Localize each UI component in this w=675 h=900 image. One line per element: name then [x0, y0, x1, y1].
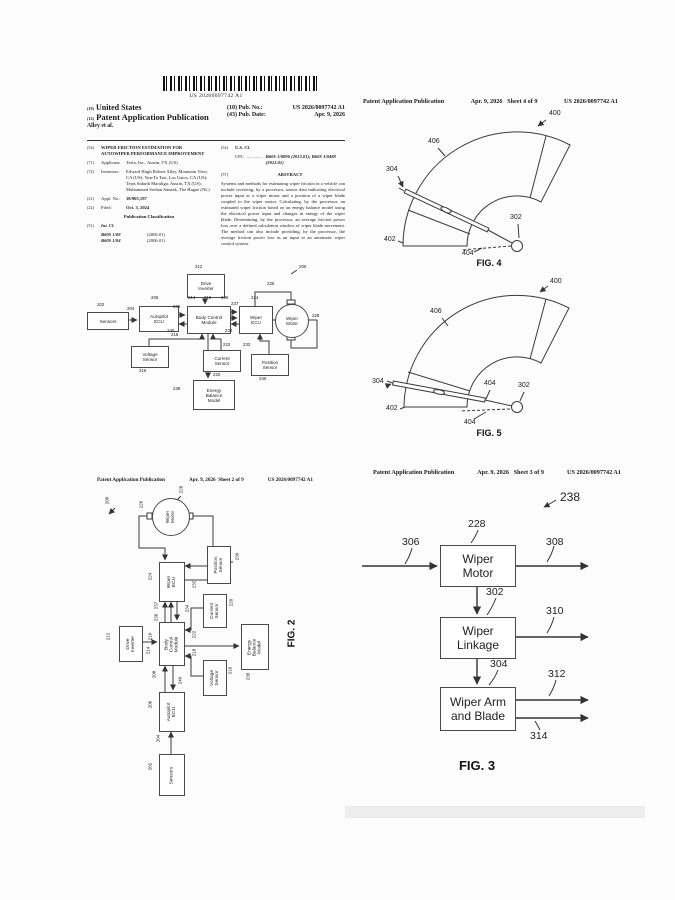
applicant-label: Applicant:: [101, 159, 121, 165]
abstract-heading: ABSTRACT: [277, 171, 303, 177]
figure-4: [358, 106, 620, 258]
appl-no-label: Appl. No.:: [101, 195, 121, 201]
ref-214: 214: [145, 646, 151, 655]
ref-208: 208: [151, 670, 157, 679]
tag-21: (21): [87, 195, 94, 201]
tag-10: (10): [227, 104, 237, 111]
sheet4-pub: Patent Application Publication: [363, 98, 445, 105]
ref-237: 237: [153, 601, 159, 610]
block-wiper-linkage: Wiper Linkage: [440, 617, 516, 659]
ref-406: 406: [430, 308, 442, 315]
tag-51: (51): [87, 222, 94, 228]
ref-308: 308: [546, 536, 564, 548]
applicant: Tesla, Inc., Austin, TX (US): [126, 159, 178, 165]
tag-12: (12): [87, 116, 94, 121]
block-current-sensor: Current Sensor: [203, 350, 241, 372]
ref-404: 404: [462, 250, 474, 257]
ref-212: 212: [105, 632, 111, 641]
fig4-caption: FIG. 4: [476, 258, 502, 268]
ref-240: 240: [167, 328, 175, 333]
ref-200: 200: [299, 264, 307, 269]
fig5-drawing: [358, 272, 620, 424]
ref-236: 236: [153, 613, 159, 622]
block-autopilot-ecu: Autopilot ECU: [139, 306, 179, 332]
ref-214: 214: [188, 295, 196, 300]
ref-218: 218: [191, 648, 197, 657]
pub-no: US 2026/0097742 A1: [292, 104, 345, 111]
intcl-code: B60S 1/08: [101, 231, 121, 237]
byline: Alley et al.: [87, 123, 114, 129]
block-position-sensor: Position Sensor: [207, 546, 231, 584]
sheet4-pubno: US 2026/0097742 A1: [564, 98, 618, 105]
tag-19: (19): [87, 106, 94, 111]
intcl-year: (2006.01): [147, 231, 165, 237]
inventors: Edward Hugh Robert Alley, Mountain View, CA (US); Yun-Ta Tsai, Los Gatos, CA (US); Tejas Sidarth Maraliga, Austin, TX (US); Muhammed Serhan Simsek, The Hague (NL): [126, 168, 210, 192]
scan-artifact-band: [345, 806, 645, 818]
sheet2-pubno: US 2026/0097742 A1: [267, 477, 313, 483]
sheet3-sheet: Sheet 3 of 9: [513, 469, 544, 476]
intcl-code: B60S 1/04: [101, 237, 121, 243]
block-body-control-module: Body Control Module: [187, 306, 231, 334]
ref-312: 312: [548, 668, 566, 680]
pub-no-label: Pub. No.:: [238, 104, 263, 111]
publication-classification-heading: Publication Classification: [123, 213, 175, 219]
front-page-header: [87, 103, 345, 129]
ref-212: 212: [195, 264, 203, 269]
ref-216: 216: [139, 368, 147, 373]
ref-204: 204: [127, 306, 135, 311]
ref-314: 314: [530, 730, 548, 742]
block-position-sensor: Position Sensor: [251, 354, 289, 376]
block-energy-balance-model: Energy Balance Model: [193, 380, 235, 410]
doc-type: Patent Application Publication: [96, 112, 209, 122]
ref-304: 304: [372, 378, 384, 385]
left-column: [87, 145, 211, 247]
cpc-label: CPC: [235, 153, 244, 159]
block-wiper-ecu: Wiper ECU: [159, 562, 185, 602]
inventors-label: Inventors:: [101, 168, 120, 174]
ref-222: 222: [191, 630, 197, 639]
intcl-row: [101, 238, 211, 244]
ref-310: 310: [546, 605, 564, 617]
ref-404b: 404: [464, 419, 476, 426]
sheet2-pub: Patent Application Publication: [97, 477, 166, 483]
front-page-figure: [75, 262, 325, 420]
sheet3-pub: Patent Application Publication: [373, 469, 455, 476]
ref-232: 232: [243, 342, 251, 347]
block-drive-inverter: Drive Inverter: [119, 626, 143, 662]
ref-237: 237: [231, 301, 239, 306]
ref-204: 204: [155, 734, 161, 743]
block-wiper-ecu: Wiper ECU: [239, 306, 273, 334]
ref-220: 220: [213, 372, 221, 377]
fig5-caption: FIG. 5: [476, 428, 502, 438]
cpc-dots: ..............: [246, 153, 263, 159]
block-body-control-module: Body Control Module: [159, 622, 185, 666]
sheet2-header: [97, 477, 313, 483]
ref-228: 228: [468, 518, 486, 530]
sheet3-pubno: US 2026/0097742 A1: [567, 469, 621, 476]
block-sensors: Sensors: [159, 754, 185, 796]
tag-43: (43): [227, 112, 237, 118]
appl-no: 18/905,197: [126, 195, 147, 201]
country: United States: [95, 103, 142, 112]
block-wiper-motor: Wiper Motor: [275, 304, 309, 338]
ref-402: 402: [386, 405, 398, 412]
sheet4-header: [363, 98, 618, 105]
ref-206: 206: [151, 295, 159, 300]
ref-402: 402: [384, 236, 396, 243]
ref-302: 302: [510, 214, 522, 221]
right-column: [221, 145, 345, 247]
ref-400: 400: [549, 110, 561, 117]
ref-302: 302: [518, 382, 530, 389]
ref-202: 202: [97, 302, 105, 307]
ref-216: 216: [227, 666, 233, 675]
block-sensors: Sensors: [87, 312, 129, 330]
barcode-number: US 20260097742 A1: [189, 93, 243, 99]
ref-224: 224: [147, 572, 153, 581]
abstract-text: Systems and methods for estimating wiper friction in a vehicle can include receiving, by a processor, sensor data indicating electrical power input at a wiper motor and a position of a wiper blade coupled to the wiper motor. Calculating, by the processor, an estimated wiper friction based on an energy balance model using the electrical power input and changes in energy of the wiper blade. Determining, by the processor, an average friction power loss over a defined calculation window of wiper blade movement. The method can also include providing, by the processor, the average friction power loss as an input to an automatic wiper control system.: [221, 180, 345, 246]
header-divider: [87, 140, 345, 141]
tag-57: (57): [221, 171, 228, 177]
ref-208: 208: [173, 304, 181, 309]
fig2-caption: FIG. 2: [286, 619, 298, 648]
front-page-body: [87, 145, 345, 247]
sheet4-sheet: Sheet 4 of 9: [507, 98, 538, 105]
uscl-label: U.S. Cl.: [235, 145, 251, 150]
ref-228: 228: [312, 313, 320, 318]
filed-label: Filed:: [101, 204, 112, 210]
figure-3: [360, 478, 626, 778]
ref-210: 210: [204, 295, 212, 300]
sheet2-sheet: Sheet 2 of 9: [218, 477, 244, 483]
block-energy-balance-model: Energy Balance Model: [241, 624, 269, 670]
ref-306: 306: [402, 536, 420, 548]
ref-234: 234: [225, 328, 233, 333]
tag-54: (54): [87, 145, 94, 150]
ref-228: 228: [178, 485, 184, 494]
block-drive-inverter: Drive Inverter: [187, 274, 225, 298]
tag-52: (52): [221, 145, 228, 150]
header-right: [227, 103, 345, 129]
block-wiper-motor: Wiper Motor: [152, 498, 190, 536]
sheet3-header: [373, 469, 621, 476]
intcl-year: (2006.01): [147, 237, 165, 243]
ref-304: 304: [490, 658, 508, 670]
ref-238: 238: [173, 386, 181, 391]
tag-72: (72): [87, 168, 94, 174]
ref-404: 404: [484, 380, 496, 387]
cpc-codes: B60S 1/0896 (2013.01); B60S 1/0488 (2013.01): [265, 153, 336, 165]
ref-224: 224: [251, 295, 259, 300]
intcl-label: Int. Cl.: [101, 222, 115, 228]
pub-date: Apr. 9, 2026: [314, 112, 345, 118]
figure-2: [95, 485, 310, 813]
ref-230: 230: [234, 552, 240, 561]
ref-406: 406: [428, 138, 440, 145]
block-current-sensor: Current Sensor: [203, 594, 227, 628]
pub-date-label: Pub. Date:: [238, 112, 266, 118]
ref-210: 210: [147, 632, 153, 641]
ref-232: 232: [191, 580, 197, 589]
ref-220: 220: [228, 598, 234, 607]
ref-218: 218: [171, 332, 179, 337]
figure-5: [358, 272, 620, 424]
sheet4-date: Apr. 9, 2026: [470, 98, 503, 105]
ref-400: 400: [550, 278, 562, 285]
fig4-drawing: [358, 106, 620, 258]
ref-304: 304: [386, 166, 398, 173]
tag-22: (22): [87, 204, 94, 210]
ref-200: 200: [104, 496, 110, 505]
ref-226: 226: [138, 500, 144, 509]
ref-238: 238: [245, 672, 251, 681]
block-voltage-sensor: Voltage Sensor: [203, 660, 227, 696]
ref-202: 202: [147, 762, 153, 771]
block-voltage-sensor: Voltage Sensor: [131, 346, 169, 368]
ref-206: 206: [147, 700, 153, 709]
tag-71: (71): [87, 159, 94, 165]
invention-title: WIPER FRICTION ESTIMATION FOR AUTOWIPER PERFORMANCE IMPROVEMENT: [101, 145, 205, 156]
ref-222: 222: [223, 342, 231, 347]
sheet2-date: Apr. 9, 2026: [189, 477, 216, 483]
ref-226: 226: [267, 281, 275, 286]
block-autopilot-ecu: Autopilot ECU: [159, 692, 185, 732]
ref-234: 234: [184, 604, 190, 613]
block-wiper-arm-and-blade: Wiper Arm and Blade: [440, 687, 516, 731]
sheet3-date: Apr. 9, 2026: [477, 469, 509, 476]
ref-302: 302: [486, 586, 504, 598]
fig3-caption: FIG. 3: [458, 758, 496, 773]
ref-230: 230: [259, 376, 267, 381]
filed-date: Oct. 3, 2024: [126, 204, 150, 210]
ref-240: 240: [177, 676, 183, 685]
header-left: [87, 103, 209, 129]
ref-236: 236: [221, 295, 229, 300]
barcode: [163, 76, 319, 91]
block-wiper-motor: Wiper Motor: [440, 545, 516, 587]
ref-238: 238: [560, 490, 581, 504]
